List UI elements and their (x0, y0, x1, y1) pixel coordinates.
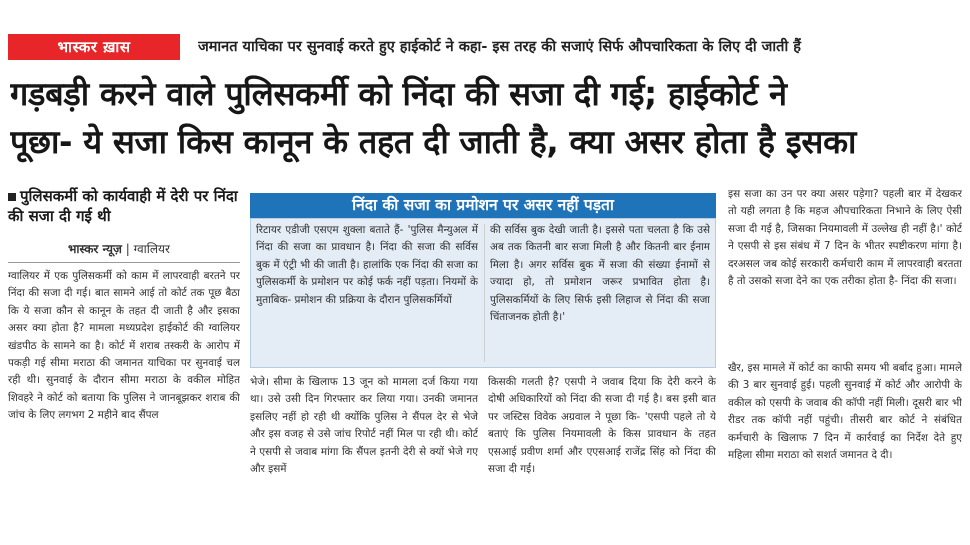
body-column-1-text: ग्वालियर में एक पुलिसकर्मी को काम में लापरवाही बरतने पर निंदा की सजा दी गई। बात सामने आई तो कोर्ट तक पूछ बैठा कि ये सजा कौन से कानून के तहत दी जाती है और इसका असर क्या होता है? मामला मध्यप्रदेश हाईकोर्ट की ग्वालियर खंडपीठ के सामने का है। कोर्ट में शराब तस्करी के आरोप में पकड़ी गई सीमा मराठा की जमानत याचिका पर सुनवाई चल रही थी। सुनवाई के दौरान सीमा मराठा के वकील मोहित शिवहरे ने कोर्ट को बताया कि पुलिस ने जानबूझकर शराब की जांच के लिए लगभग 2 महीने बाद सैंपल (8, 270, 240, 422)
body-column-4-part-2 (728, 360, 962, 536)
headline-line-1: गड़बड़ी करने वाले पुलिसकर्मी को निंदा की सजा दी गई; हाईकोर्ट ने (10, 75, 787, 113)
box-column-1-text: रिटायर एडीजी एसएम शुक्ला बताते हैं- 'पुलिस मैन्युअल में निंदा की सजा का प्रावधान है। निंदा की सजा की सर्विस बुक में एंट्री भी की जाती है। हालांकि एक निंदा की सजा का पुलिसकर्मी के प्रमोशन पर कोई फर्क नहीं पड़ता। नियमों के मुताबिक- प्रमोशन की प्रक्रिया के दौरान पुलिसकर्मियों (256, 224, 478, 306)
box-column-divider (484, 224, 485, 362)
body-column-4-part-2-text: खैर, इस मामले में कोर्ट का काफी समय भी बर्बाद हुआ। मामले की 3 बार सुनवाई हुई। पहली सुनवाई में कोर्ट और आरोपी के वकील को एसपी के जवाब की कॉपी नहीं मिली। दूसरी बार भी रीडर तक कॉपी नहीं पहुंची। तीसरी बार कोर्ट ने संबंधित कर्मचारी के खिलाफ 7 दिन में कार्रवाई का निर्देश देते हुए महिला सीमा मराठा को सशर्त जमानत दे दी। (728, 362, 962, 462)
brand-label: भास्कर ख़ास (8, 34, 180, 60)
body-column-2-text: भेजे। सीमा के खिलाफ 13 जून को मामला दर्ज किया गया था। उसे उसी दिन गिरफ्तार कर लिया गया। उनकी जमानत इसलिए नहीं हो रही थी क्योंकि पुलिस ने सैंपल देर से भेजे और इस वजह से उसे जांच रिपोर्ट नहीं मिल पा रही थी। कोर्ट ने एसपी से जवाब मांगा कि सैंपल इतनी देरी से क्यों भेजे गए और इसमें (250, 376, 478, 476)
body-column-2 (250, 374, 478, 536)
byline (68, 240, 170, 257)
body-column-1 (8, 268, 240, 536)
body-column-4-part-1-text: इस सजा का उन पर क्या असर पड़ेगा? पहली बार में देखकर तो यही लगता है कि महज औपचारिकता निभाने के लिए ऐसी सजा दी गई है, जिसका नियमावली में उल्लेख ही नहीं है।' कोर्ट ने एसपी से इस संबंध में 7 दिन के भीतर स्पष्टीकरण मांगा है। दरअसल जब कोई सरकारी कर्मचारी काम में लापरवाही बरतता है तो उसको सजा देने का एक तरीका होता है- निंदा की सजा। (728, 188, 962, 288)
top-bar (8, 34, 958, 60)
body-column-4-part-1 (728, 186, 962, 354)
box-column-2 (490, 222, 710, 364)
headline-line-2: पूछा- ये सजा किस कानून के तहत दी जाती है, क्या असर होता है इसका (10, 123, 857, 161)
byline-city: | ग्वालियर (125, 242, 170, 256)
headline (10, 70, 960, 166)
box-heading: निंदा की सजा का प्रमोशन पर असर नहीं पड़ता (250, 193, 716, 218)
body-column-3 (488, 374, 716, 536)
summary-divider (8, 262, 240, 263)
box-column-1 (256, 222, 478, 364)
summary-text: पुलिसकर्मी को कार्यवाही में देरी पर निंदा की सजा दी गई थी (8, 187, 238, 225)
summary-box (8, 186, 238, 226)
kicker-text: जमानत याचिका पर सुनवाई करते हुए हाईकोर्ट ने कहा- इस तरह की सजाएं सिर्फ औपचारिकता के लिए दी जाती हैं (198, 39, 801, 55)
byline-source: भास्कर न्यूज़ (68, 242, 122, 256)
box-column-2-text: की सर्विस बुक देखी जाती है। इससे पता चलता है कि उसे अब तक कितनी बार सजा मिली है और कितनी बार ईनाम मिला है। अगर सर्विस बुक में सजा की संख्या ईनामों से ज्यादा हो, तो प्रमोशन जरूर प्रभावित होता है। पुलिसकर्मियों के लिए सिर्फ इसी लिहाज से निंदा की सजा चिंताजनक होती है।' (490, 224, 710, 324)
bullet-icon (8, 193, 16, 201)
body-column-3-text: किसकी गलती है? एसपी ने जवाब दिया कि देरी करने के दोषी अधिकारियों को निंदा की सजा दी गई है। बस इसी बात पर जस्टिस विवेक अग्रवाल ने पूछा कि- 'एसपी पहले तो ये बताएं कि पुलिस नियमावली के किस प्रावधान के तहत एसआई प्रवीण शर्मा और एएसआई राजेंद्र सिंह को निंदा की सजा दी गई। (488, 376, 716, 476)
